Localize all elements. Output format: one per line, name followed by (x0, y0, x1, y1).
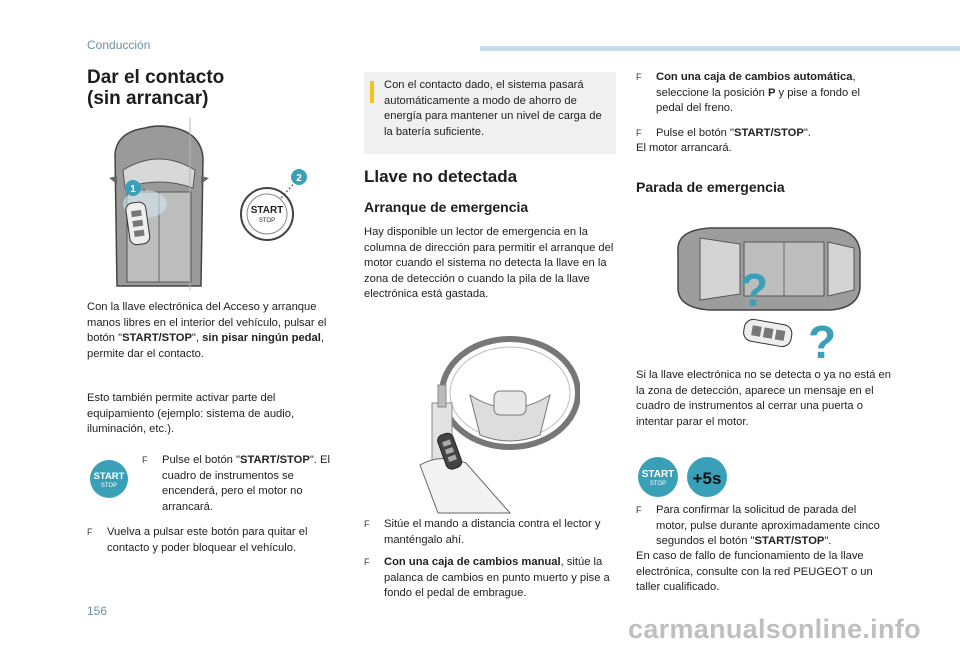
title-line-2: (sin arrancar) (87, 88, 209, 109)
failure-paragraph: En caso de fallo de funcionamiento de la llave electrónica, consulte con la red PEUGEOT o un taller cualificado. (636, 550, 873, 593)
callout-1: 1 (130, 184, 136, 195)
question-mark-car: ? (739, 264, 769, 316)
key-not-detected-figure (670, 222, 870, 362)
step-press-again: F Vuelva a pulsar este botón para quitar el contacto y poder bloquear el vehículo. (87, 526, 308, 554)
svg-text:START: START (93, 471, 125, 482)
steering-column-figure (410, 335, 580, 515)
step-press-button: F Pulse el botón "START/STOP". El cuadro de instrumentos se encenderá, pero el motor no arrancará. (142, 454, 330, 513)
callout-2: 2 (296, 173, 302, 184)
svg-text:STOP: STOP (649, 481, 667, 487)
engine-starts-text: El motor arrancará. (636, 142, 732, 154)
equipment-paragraph: Esto también permite activar parte del equipamiento (ejemplo: sistema de audio, iluminación, etc.). (87, 392, 295, 435)
header-bar (480, 46, 960, 51)
subsection-emergency-start: Arranque de emergencia (364, 199, 529, 215)
svg-text:START: START (641, 469, 675, 480)
section-title-emergency-stop: Parada de emergencia (636, 179, 785, 195)
fig-stop-label: STOP (258, 218, 276, 224)
note-text: Con el contacto dado, el sistema pasará automáticamente a modo de ahorro de energía para mantener un nivel de carga de la batería suficiente. (384, 79, 602, 138)
title-line-1: Dar el contacto (87, 67, 225, 88)
step-press-start-stop: F Pulse el botón "START/STOP". (636, 127, 811, 139)
intro-paragraph: Con la llave electrónica del Acceso y arranque manos libres en el interior del vehículo, pulsar el botón "START/STOP", sin pisar ningún pedal, permite dar el contacto. (87, 301, 327, 360)
start-stop-icon (89, 459, 129, 504)
question-mark-key: ? (807, 316, 837, 362)
car-interior-figure (87, 118, 347, 290)
key-not-detected-paragraph: Si la llave electrónica no se detecta o ya no está en la zona de detección, aparece un mensaje en el cuadro de instrumentos al cerrar una puerta o intentar parar el motor. (636, 369, 891, 428)
step-hold-remote: F Sitúe el mando a distancia contra el lector y manténgalo ahí. (364, 518, 601, 546)
fig-start-label: START (250, 205, 284, 216)
info-icon (370, 81, 374, 103)
plus-5s-label: +5s (692, 469, 722, 488)
start-stop-hold-icon (637, 456, 737, 503)
info-note (364, 72, 616, 154)
section-title-key-not-detected: Llave no detectada (364, 167, 518, 186)
step-confirm-stop: F Para confirmar la solicitud de parada del motor, pulse durante aproximadamente cinco segundos el botón "START/STOP". (636, 504, 880, 547)
step-manual-gearbox: F Con una caja de cambios manual, sitúe la palanca de cambios en punto muerto y pise a fondo el pedal de embrague. (364, 556, 610, 599)
step-automatic-gearbox: F Con una caja de cambios automática, seleccione la posición P y pise a fondo el pedal del freno. (636, 71, 861, 114)
section-title: Conducción (87, 38, 151, 52)
page-number: 156 (87, 604, 108, 618)
emergency-start-paragraph: Hay disponible un lector de emergencia en la columna de dirección para permitir el arranque del motor cuando el sistema no detecta la llave en la zona de detección o cuando la pila de la llave electrónica está gastada. (364, 226, 614, 300)
watermark: carmanualsonline.info (628, 614, 921, 644)
page-title (87, 67, 224, 109)
svg-text:STOP: STOP (100, 483, 118, 489)
